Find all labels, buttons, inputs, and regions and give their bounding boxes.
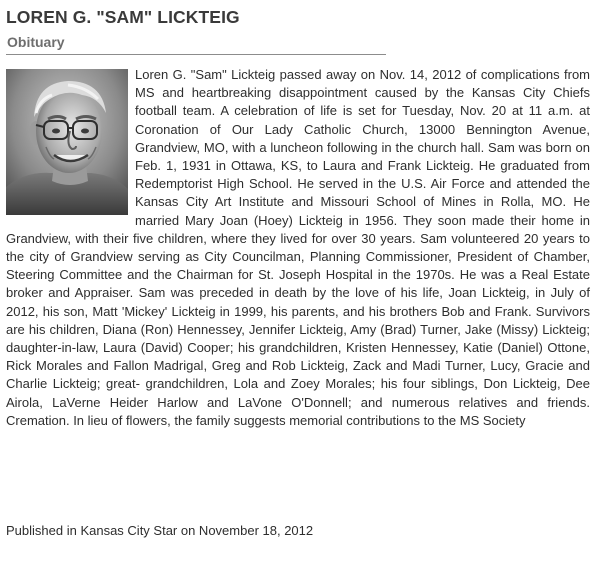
header-divider — [6, 54, 386, 55]
obituary-name-title: LOREN G. "SAM" LICKTEIG — [6, 7, 240, 27]
obituary-header — [6, 6, 386, 55]
publication-line: Published in Kansas City Star on November 18, 2012 — [6, 523, 314, 538]
portrait-photo-icon — [6, 69, 128, 215]
portrait-photo — [6, 69, 128, 217]
obituary-article — [6, 66, 590, 430]
section-label: Obituary — [7, 34, 65, 50]
obituary-body-text: Loren G. "Sam" Lickteig passed away on Nov. 14, 2012 of complications from MS and heartbreaking disappointment caused by the Kansas City Chiefs football team. A celebration of life is set for Tuesday, Nov. 20 at 11 a.m. at Coronation of Our Lady Catholic Church, 13000 Bennington Avenue, Grandview, MO, with a luncheon following in the church hall. Sam was born on Feb. 1, 1931 in Ottawa, KS, to Laura and Frank Lickteig. He graduated from Redemptorist High School. He served in the U.S. Air Force and attended the Kansas City Art Institute and Missouri School of Mines in Rolla, MO. He married Mary Joan (Hoey) Lickteig in 1956. They soon made their home in Grandview, with their five children, where they lived for over 30 years. Sam volunteered 20 years to the city of Grandview serving as City Councilman, Planning Commissioner, President of Chamber, Steering Committee and the Chairman for St. Joseph Hospital in the 1970s. He was a Real Estate broker and Appraiser. Sam was preceded in death by the love of his life, Joan Lickteig, in July of 2012, his son, Matt 'Mickey' Lickteig in 1999, his parents, and his brothers Bob and Frank. Survivors are his children, Diana (Ron) Hennessey, Jennifer Lickteig, Amy (Brad) Turner, Jake (Missy) Lickteig; daughter-in-law, Laura (David) Cooper; his grandchildren, Kristen Hennessey, Katie (Daniel) Ottone, Rick Morales and Fallon Madrigal, Greg and Rob Lickteig, Zack and Madi Turner, Lucy, Gracie and Charlie Lickteig; great- grandchildren, Lola and Zoey Morales; his four siblings, Don Lickteig, Dee Airola, LaVerne Heider Harlow and LaVone O'Donnell; and numerous relatives and friends. Cremation. In lieu of flowers, the family suggests memorial contributions to the MS Society — [6, 67, 590, 428]
